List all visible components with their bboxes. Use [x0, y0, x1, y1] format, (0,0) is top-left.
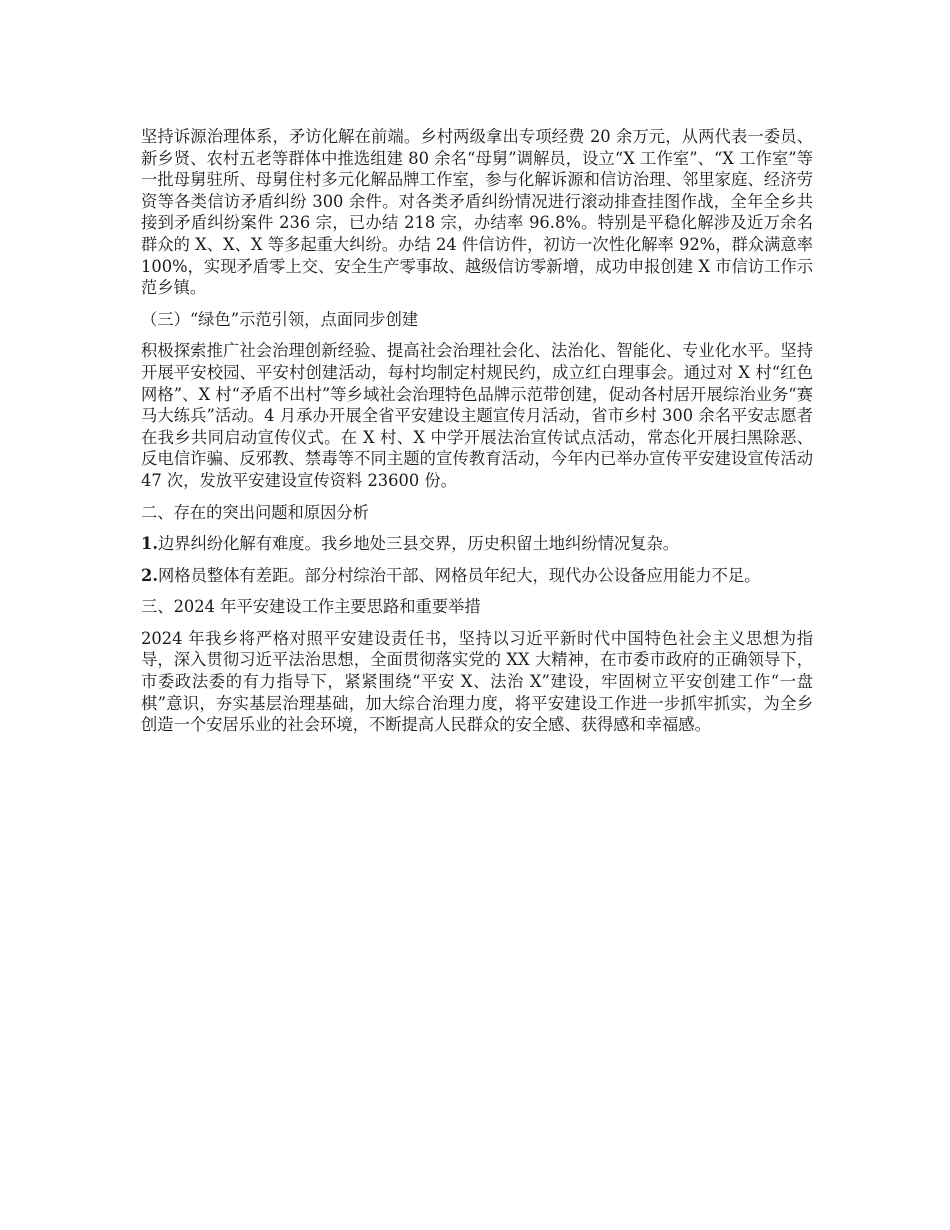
problem-item-2 [141, 565, 813, 587]
document-page [141, 126, 813, 746]
section-heading-green-demo: （三）“绿色”示范引领，点面同步创建 [141, 309, 419, 329]
section-heading-problems: 二、存在的突出问题和原因分析 [141, 502, 369, 522]
problem-item-1-text: 边界纠纷化解有难度。我乡地处三县交界，历史积留土地纠纷情况复杂。 [158, 534, 680, 554]
section-heading-2024-plan: 三、2024 年平安建设工作主要思路和重要举措 [141, 597, 481, 617]
paragraph-conflict-resolution: 坚持诉源治理体系，矛访化解在前端。乡村两级拿出专项经费 20 余万元，从两代表一委员、新乡贤、农村五老等群体中推选组建 80 余名“母舅”调解员，设立“X 工作室”、“X 工作室”等一批母舅驻所、母舅住村多元化解品牌工作室，参与化解诉源和信访治理、邻里家庭、经济劳资等各类信访矛盾纠纷 300 余件。对各类矛盾纠纷情况进行滚动排查挂图作战，全年全乡共接到矛盾纠纷案件 236 宗，已办结 218 宗，办结率 96.8%。特别是平稳化解涉及近万余名群众的 X、X、X 等多起重大纠纷。办结 24 件信访件，初访一次性化解率 92%，群众满意率 100%，实现矛盾零上交、安全生产零事故、越级信访零新增，成功申报创建 X 市信访工作示范乡镇。 [141, 127, 813, 298]
problem-item-2-number: 2. [141, 565, 158, 585]
paragraph-governance-innovation: 积极探索推广社会治理创新经验、提高社会治理社会化、法治化、智能化、专业化水平。坚持开展平安校园、平安村创建活动，每村均制定村规民约，成立红白理事会。通过对 X 村“红色网格”、X 村“矛盾不出村”等乡域社会治理特色品牌示范带创建，促动各村居开展综治业务“赛马大练兵”活动。4 月承办开展全省平安建设主题宣传月活动，省市乡村 300 余名平安志愿者在我乡共同启动宣传仪式。在 X 村、X 中学开展法治宣传试点活动，常态化开展扫黑除恶、反电信诈骗、反邪教、禁毒等不同主题的宣传教育活动，今年内已举办宣传平安建设宣传活动 47 次，发放平安建设宣传资料 23600 份。 [141, 341, 813, 490]
problem-item-1-number: 1. [141, 534, 158, 554]
problem-item-1 [141, 533, 813, 555]
paragraph-2024-plan: 2024 年我乡将严格对照平安建设责任书，坚持以习近平新时代中国特色社会主义思想为指导，深入贯彻习近平法治思想，全面贯彻落实党的 XX 大精神，在市委市政府的正确领导下，市委政法委的有力指导下，紧紧围绕“平安 X、法治 X”建设，牢固树立平安创建工作“一盘棋”意识，夯实基层治理基础，加大综合治理力度，将平安建设工作进一步抓牢抓实，为全乡创造一个安居乐业的社会环境，不断提高人民群众的安全感、获得感和幸福感。 [141, 628, 813, 735]
problem-item-2-text: 网格员整体有差距。部分村综治干部、网格员年纪大，现代办公设备应用能力不足。 [158, 565, 761, 585]
